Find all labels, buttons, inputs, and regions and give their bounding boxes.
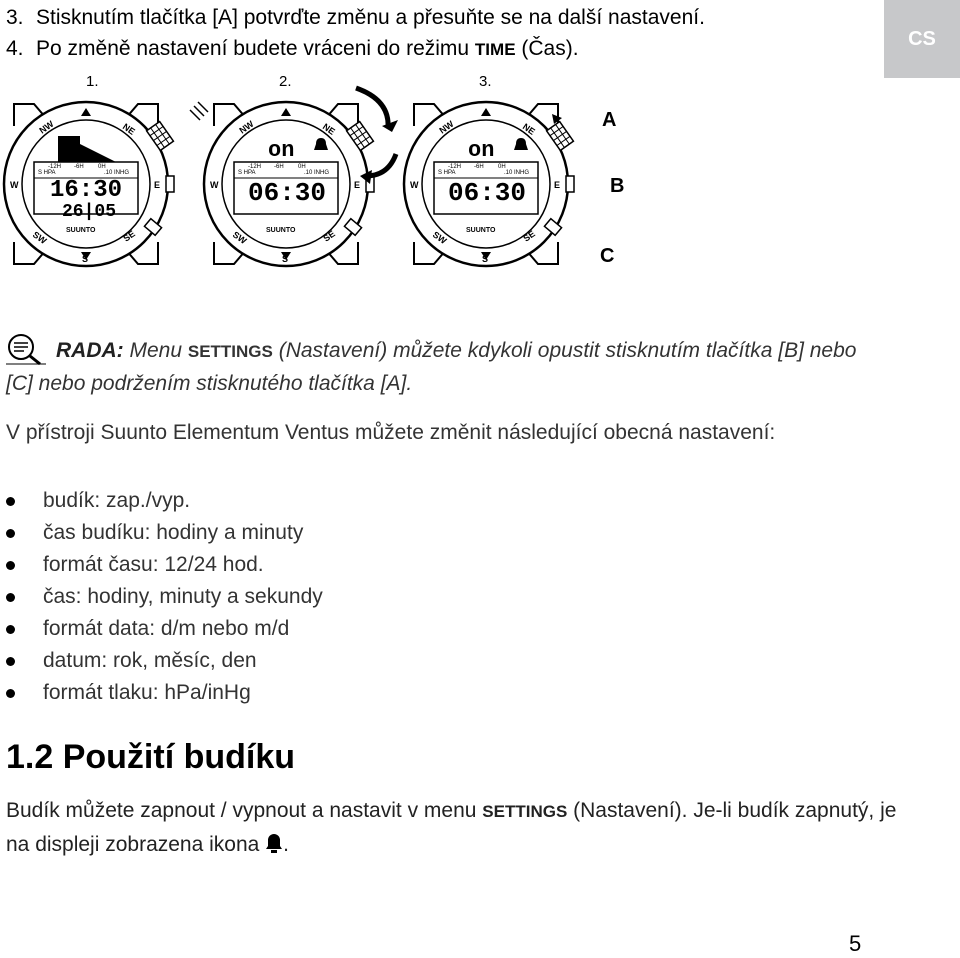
press-indicator-icon (190, 102, 208, 120)
body-text: Budík můžete zapnout / vypnout a nastavit v menu (6, 799, 483, 822)
watch-date: 26|05 (62, 202, 117, 222)
list-item-text: budík: zap./vyp. (43, 489, 191, 512)
brand-logo: SUUNTO (66, 227, 96, 234)
button-label-c: C (600, 245, 615, 267)
compass-e: E (154, 180, 161, 190)
list-item (6, 517, 323, 549)
list-item (6, 581, 323, 613)
watch-2 (204, 88, 398, 266)
tick-label: 0H (98, 164, 106, 170)
bullet-dot (6, 625, 15, 634)
pressure-unit-right: .10 INHG (504, 170, 530, 176)
tick-label: -6H (74, 164, 84, 170)
tip-keyword: SETTINGS (187, 342, 273, 361)
list-item-text: čas: hodiny, minuty a sekundy (43, 585, 323, 608)
brand-logo: SUUNTO (466, 227, 496, 234)
compass-se: SE (321, 228, 337, 244)
figure-step-label: 3. (479, 73, 492, 90)
tick-label: 0H (298, 164, 306, 170)
compass-ne: NE (320, 121, 337, 137)
list-item-text: formát tlaku: hPa/inHg (43, 681, 251, 704)
pressure-unit-right: .10 INHG (304, 170, 330, 176)
bullet-dot (6, 689, 15, 698)
list-item-text: čas budíku: hodiny a minuty (43, 521, 304, 544)
tick-label: -12H (48, 164, 62, 170)
pressure-unit-left: S HPA (38, 170, 56, 176)
compass-e: E (554, 180, 561, 190)
tip-text-rest: (Nastavení) můžete kdykoli opustit stisknutím tlačítka [B] nebo [C] nebo podržením stisknutého tlačítka [A]. (6, 339, 857, 395)
compass-s: S (482, 254, 489, 264)
figure-step-label: 1. (86, 73, 99, 90)
settings-list (6, 485, 323, 709)
pressure-unit-right: .10 INHG (104, 170, 130, 176)
bullet-dot (6, 657, 15, 666)
watch-3 (404, 102, 574, 266)
step-keyword: TIME (474, 40, 516, 59)
compass-s: S (82, 254, 89, 264)
compass-se: SE (121, 228, 137, 244)
bullet-dot (6, 497, 15, 506)
step-number: 4. (6, 37, 24, 60)
tip-note (6, 333, 886, 400)
button-label-a: A (602, 109, 617, 131)
watch-time: 16:30 (50, 177, 123, 204)
list-item (6, 485, 323, 517)
alarm-bell-icon (265, 832, 283, 854)
body-keyword: SETTINGS (482, 802, 568, 821)
bullet-dot (6, 593, 15, 602)
step-labels (86, 73, 492, 90)
alarm-state-text: on (268, 138, 295, 163)
step-3 (6, 6, 705, 30)
compass-e: E (354, 180, 361, 190)
alarm-state-text: on (468, 138, 495, 163)
button-label-b: B (610, 175, 625, 197)
watch-time: 06:30 (448, 178, 527, 208)
compass-sw: SW (230, 229, 249, 246)
tick-label: -12H (448, 164, 462, 170)
pressure-unit-left: S HPA (438, 170, 456, 176)
step-text: Stisknutím tlačítka [A] potvrďte změnu a přesuňte se na další nastavení. (36, 6, 705, 29)
tick-label: -6H (474, 164, 484, 170)
step-text-before: Po změně nastavení budete vráceni do režimu (36, 37, 475, 60)
watch-time: 06:30 (248, 178, 327, 208)
list-item-text: formát data: d/m nebo m/d (43, 617, 290, 640)
language-tab: CS (884, 0, 960, 78)
body-paragraph (6, 794, 906, 861)
list-item-text: datum: rok, měsíc, den (43, 649, 257, 672)
section-heading: 1.2 Použití budíku (6, 738, 296, 776)
watch-settings-figure (0, 70, 880, 300)
pressure-unit-left: S HPA (238, 170, 256, 176)
compass-w: W (210, 180, 219, 190)
step-text-after: (Čas). (515, 37, 579, 60)
tip-text: Menu (123, 339, 188, 362)
tip-magnifier-icon (6, 333, 46, 365)
bullet-dot (6, 529, 15, 538)
list-item (6, 549, 323, 581)
watch-1 (4, 102, 208, 266)
tip-lead: RADA: (56, 339, 124, 362)
compass-w: W (410, 180, 419, 190)
list-item (6, 645, 323, 677)
list-item (6, 613, 323, 645)
compass-sw: SW (430, 229, 449, 246)
body-text-rest: (Nastavení). Je-li budík zapnutý, je na displeji zobrazena ikona (6, 799, 897, 856)
compass-ne: NE (520, 121, 537, 137)
compass-nw: NW (237, 118, 256, 136)
list-item-text: formát času: 12/24 hod. (43, 553, 264, 576)
step-4 (6, 37, 579, 62)
step-number: 3. (6, 6, 24, 29)
tick-label: -12H (248, 164, 262, 170)
tick-label: -6H (274, 164, 284, 170)
page-number: 5 (849, 931, 862, 956)
body-text-end: . (283, 833, 290, 856)
bullet-dot (6, 561, 15, 570)
compass-se: SE (521, 228, 537, 244)
compass-s: S (282, 254, 289, 264)
brand-logo: SUUNTO (266, 227, 296, 234)
compass-nw: NW (437, 118, 456, 136)
tick-label: 0H (498, 164, 506, 170)
intro-paragraph: V přístroji Suunto Elementum Ventus můžete změnit následující obecná nastavení: (6, 421, 776, 444)
compass-ne: NE (120, 121, 137, 137)
list-item (6, 677, 323, 709)
compass-sw: SW (30, 229, 49, 246)
compass-nw: NW (37, 118, 56, 136)
figure-step-label: 2. (279, 73, 292, 90)
compass-w: W (10, 180, 19, 190)
